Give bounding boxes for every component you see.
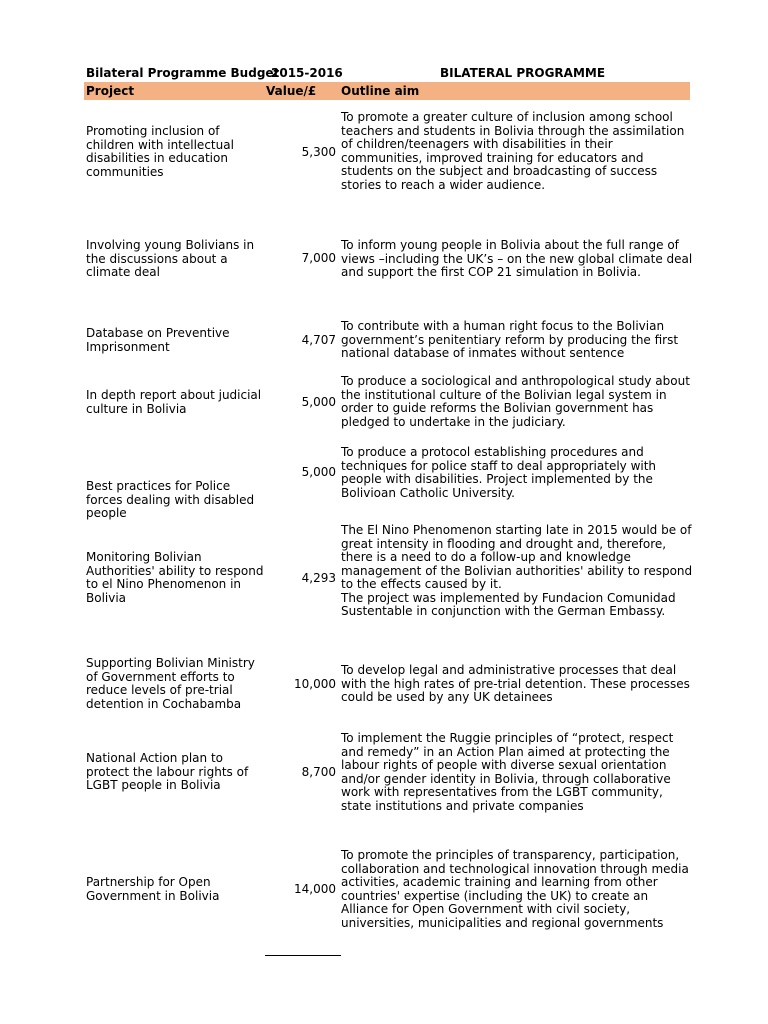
row-4-value: 5,000 xyxy=(301,395,336,409)
row-1-value: 5,300 xyxy=(301,145,336,159)
row-7-aim: To develop legal and administrative processes that deal with the high rates of pre-trial detention. These processes could be used by any UK detainees xyxy=(341,663,690,704)
row-9-aim: To promote the principles of transparency, participation, collaboration and technological innovation through media activities, academic training and learning from other countries' expertise (including the UK) to create an Alliance for Open Government with civil society, universities, municipalities and regional governments xyxy=(341,848,689,930)
budget-title: Bilateral Programme Budget xyxy=(86,66,280,80)
row-9-value: 14,000 xyxy=(294,882,336,896)
row-6-aim: The El Nino Phenomenon starting late in 2015 would be of great intensity in flooding and drought and, therefore, there is a need to do a follow-up and knowledge management of the Bolivian authorities' ability to respond to the effects caused by it. The project was implemented by Fundacion Comunidad Sustentable in conjunction with the German Embassy. xyxy=(341,523,693,618)
row-5-project: Best practices for Police forces dealing with disabled people xyxy=(86,479,255,520)
row-6-project: Monitoring Bolivian Authorities' ability to respond to el Nino Phenomenon in Bolivia xyxy=(86,550,264,605)
programme-title: BILATERAL PROGRAMME xyxy=(440,66,606,80)
row-4-aim: To produce a sociological and anthropological study about the institutional culture of the Bolivian legal system in order to guide reforms the Bolivian government has pledged to undertake in the judiciary. xyxy=(341,374,690,429)
row-5-value: 5,000 xyxy=(301,465,336,479)
column-header-bar xyxy=(84,82,690,100)
row-5-aim: To produce a protocol establishing procedures and techniques for police staff to deal appropriately with people with disabilities. Project implemented by the Bolivioan Catholic University. xyxy=(341,445,657,500)
total-underline xyxy=(265,955,341,956)
row-1-project: Promoting inclusion of children with intellectual disabilities in education communities xyxy=(86,124,234,179)
row-7-value: 10,000 xyxy=(294,677,336,691)
column-header-aim: Outline aim xyxy=(341,84,420,98)
row-3-value: 4,707 xyxy=(301,333,336,347)
row-3-project: Database on Preventive Imprisonment xyxy=(86,326,230,354)
row-3-aim: To contribute with a human right focus to the Bolivian government’s penitentiary reform by producing the first national database of inmates without sentence xyxy=(341,319,679,360)
row-8-aim: To implement the Ruggie principles of “protect, respect and remedy” in an Action Plan aimed at protecting the labour rights of people with diverse sexual orientation and/or gender identity in Bolivia, through collaborative work with representatives from the LGBT community, state institutions and private companies xyxy=(341,731,674,813)
column-header-value: Value/£ xyxy=(266,84,317,98)
row-8-project: National Action plan to protect the labour rights of LGBT people in Bolivia xyxy=(86,751,249,792)
row-4-project: In depth report about judicial culture in Bolivia xyxy=(86,388,262,416)
row-2-project: Involving young Bolivians in the discussions about a climate deal xyxy=(86,238,255,279)
column-header-project: Project xyxy=(86,84,135,98)
row-1-aim: To promote a greater culture of inclusion among school teachers and students in Bolivia through the assimilation of children/teenagers with disabilities in their communities, improved training for educators and students on the subject and broadcasting of success stories to reach a wider audience. xyxy=(341,110,685,192)
row-2-value: 7,000 xyxy=(301,251,336,265)
row-9-project: Partnership for Open Government in Bolivia xyxy=(86,875,220,903)
row-8-value: 8,700 xyxy=(301,765,336,779)
row-7-project: Supporting Bolivian Ministry of Government efforts to reduce levels of pre-trial detention in Cochabamba xyxy=(86,656,255,711)
budget-year: 2015-2016 xyxy=(271,66,343,80)
row-6-value: 4,293 xyxy=(301,571,336,585)
row-2-aim: To inform young people in Bolivia about the full range of views –including the UK’s – on the new global climate deal and support the first COP 21 simulation in Bolivia. xyxy=(341,238,693,279)
